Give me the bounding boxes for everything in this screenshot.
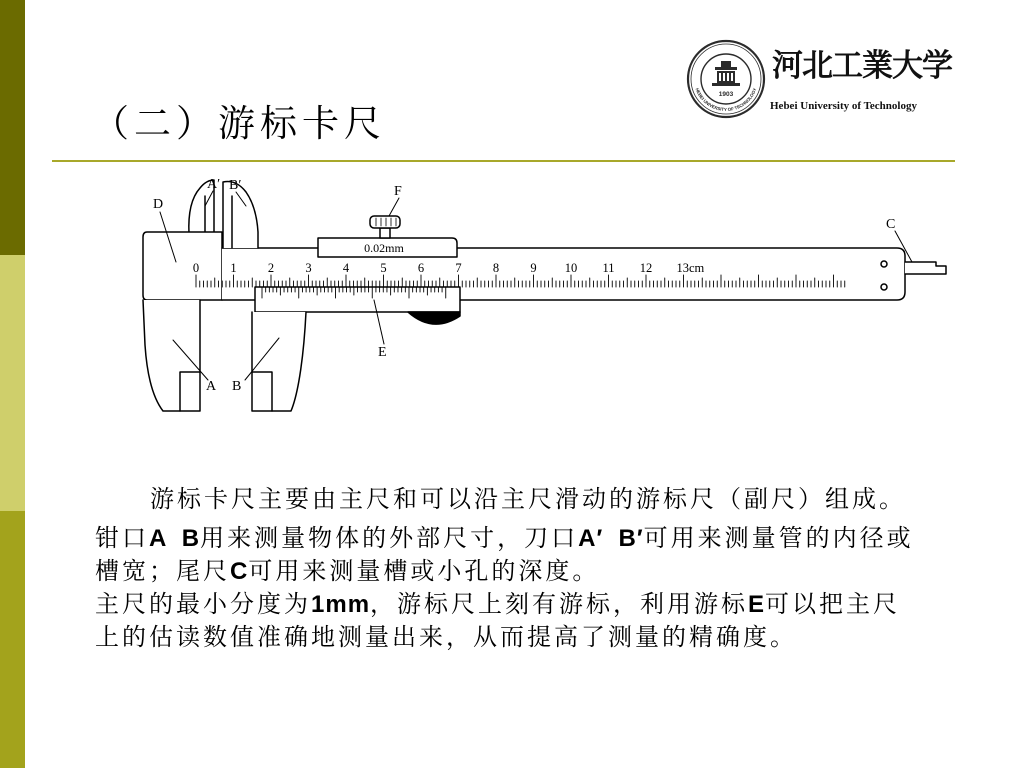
main-scale-number: 9 — [530, 261, 537, 275]
label-f: F — [394, 184, 402, 199]
body-line — [95, 483, 995, 516]
vernier-caliper-diagram — [130, 165, 960, 427]
body-line — [95, 588, 995, 621]
title-divider — [52, 160, 955, 162]
label-b-prime: B′ — [229, 178, 242, 193]
label-a: A — [206, 379, 217, 394]
thumb-wheel — [408, 312, 460, 324]
body-text-bold-segment: 1mm — [311, 591, 371, 618]
body-text-segment: ，游标尺上刻有游标，利用游标 — [370, 590, 749, 618]
body-text-bold-segment: A′ B′ — [578, 525, 644, 552]
body-text-bold-segment: A B — [149, 525, 201, 552]
color-bar-middle-segment — [0, 255, 25, 511]
color-bar-bottom-segment — [0, 511, 25, 768]
seal-ring-text: HEBEI UNIVERSITY OF TECHNOLOGY — [694, 87, 758, 113]
body-text-segment: 可用来测量槽或小孔的深度。 — [248, 557, 600, 585]
label-a-prime: A′ — [207, 177, 221, 192]
locking-screw-stem — [380, 228, 390, 238]
body-text-segment: 用来测量物体的外部尺寸，刀口 — [200, 524, 579, 552]
label-d: D — [153, 197, 164, 212]
main-scale-number: 1 — [230, 261, 237, 275]
body-text-segment: 主尺的最小分度为 — [95, 590, 311, 618]
university-seal-icon — [686, 39, 766, 119]
body-text-segment: 钳口 — [95, 524, 149, 552]
university-name-chinese: 河北工業大学 — [772, 48, 952, 83]
label-b: B — [232, 379, 242, 394]
beam-end-hole-lower — [881, 284, 887, 290]
body-text-segment: 槽宽；尾尺 — [95, 557, 230, 585]
body-text-segment: 可以把主尺 — [765, 590, 901, 618]
main-scale-number: 11 — [602, 261, 615, 275]
vernier-precision-label: 0.02mm — [364, 241, 404, 255]
main-scale-number: 8 — [492, 261, 500, 275]
university-name-english: Hebei University of Technology — [770, 100, 917, 112]
main-scale-number: 3 — [305, 261, 312, 275]
main-scale-number: 2 — [267, 261, 275, 275]
seal-year: 1903 — [718, 91, 734, 98]
label-e: E — [378, 345, 387, 360]
body-text-bold-segment: E — [748, 591, 766, 618]
body-line — [95, 621, 995, 654]
fixed-body-d — [143, 232, 222, 300]
depth-rod-c — [905, 262, 946, 274]
main-scale-number: 4 — [342, 261, 350, 275]
main-scale-number: 6 — [417, 261, 425, 275]
main-scale-number: 10 — [564, 261, 578, 275]
locking-screw-f — [370, 216, 400, 228]
color-bar-top-segment — [0, 0, 25, 255]
body-line — [95, 555, 995, 588]
label-c: C — [886, 217, 896, 232]
fixed-jaw-a — [143, 300, 200, 411]
slide-title: （二）游标卡尺 — [92, 102, 386, 145]
body-text-segment: 上的估读数值准确地测量出来，从而提高了测量的精确度。 — [95, 623, 797, 651]
body-text-segment: 游标卡尺主要由主尺和可以沿主尺滑动的游标尺（副尺）组成。 — [150, 485, 906, 513]
main-scale-number: 0 — [192, 261, 200, 275]
main-scale-number: 13cm — [676, 261, 705, 275]
body-text-segment: 可用来测量管的内径或 — [643, 524, 914, 552]
body-text — [95, 483, 995, 654]
body-text-bold-segment: C — [230, 558, 249, 585]
main-scale-number: 7 — [455, 261, 462, 275]
beam-end-hole-upper — [881, 261, 887, 267]
main-scale-number: 5 — [380, 261, 387, 275]
leader-f — [389, 198, 399, 216]
left-color-bar — [0, 0, 25, 768]
main-scale-number: 12 — [639, 261, 653, 275]
body-line — [95, 522, 995, 555]
